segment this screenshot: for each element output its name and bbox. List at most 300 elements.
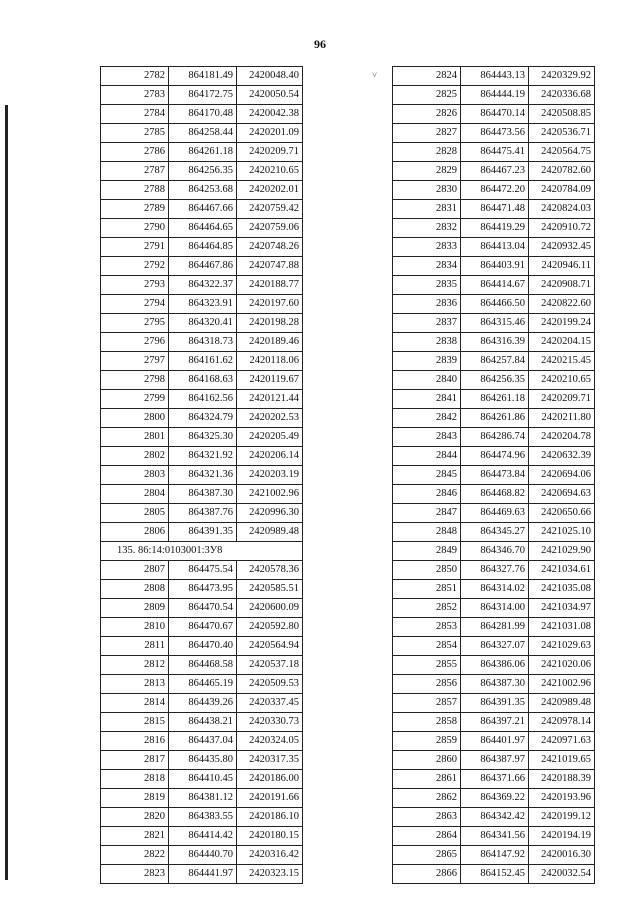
x-coordinate: 864258.44 (169, 124, 237, 143)
y-coordinate: 2421025.10 (529, 523, 595, 542)
table-row (101, 295, 303, 314)
y-coordinate: 2420189.46 (237, 333, 303, 352)
y-coordinate: 2420180.15 (237, 827, 303, 846)
table-row (393, 770, 595, 789)
y-coordinate: 2420536.71 (529, 124, 595, 143)
y-coordinate: 2420632.39 (529, 447, 595, 466)
table-row (101, 352, 303, 371)
x-coordinate: 864327.07 (461, 637, 529, 656)
x-coordinate: 864437.04 (169, 732, 237, 751)
point-number: 2790 (101, 219, 169, 238)
y-coordinate: 2420016.30 (529, 846, 595, 865)
y-coordinate: 2420650.66 (529, 504, 595, 523)
point-number: 2862 (393, 789, 461, 808)
x-coordinate: 864316.39 (461, 333, 529, 352)
y-coordinate: 2420509.53 (237, 675, 303, 694)
x-coordinate: 864470.14 (461, 105, 529, 124)
point-number: 2785 (101, 124, 169, 143)
y-coordinate: 2420188.77 (237, 276, 303, 295)
y-coordinate: 2420336.68 (529, 86, 595, 105)
table-row (393, 390, 595, 409)
table-row (393, 827, 595, 846)
point-number: 2795 (101, 314, 169, 333)
table-row (101, 637, 303, 656)
y-coordinate: 2421002.96 (237, 485, 303, 504)
parcel-header-row (101, 542, 303, 561)
point-number: 2814 (101, 694, 169, 713)
point-number: 2783 (101, 86, 169, 105)
table-row (393, 314, 595, 333)
point-number: 2831 (393, 200, 461, 219)
y-coordinate: 2420201.09 (237, 124, 303, 143)
y-coordinate: 2420782.60 (529, 162, 595, 181)
point-number: 2801 (101, 428, 169, 447)
point-number: 2828 (393, 143, 461, 162)
x-coordinate: 864386.06 (461, 656, 529, 675)
point-number: 2839 (393, 352, 461, 371)
x-coordinate: 864464.85 (169, 238, 237, 257)
table-row (101, 371, 303, 390)
point-number: 2858 (393, 713, 461, 732)
table-row (101, 390, 303, 409)
table-row (101, 865, 303, 884)
point-number: 2793 (101, 276, 169, 295)
x-coordinate: 864281.99 (461, 618, 529, 637)
point-number: 2864 (393, 827, 461, 846)
scan-mark: ˅ (372, 70, 378, 80)
y-coordinate: 2420202.53 (237, 409, 303, 428)
x-coordinate: 864414.67 (461, 276, 529, 295)
y-coordinate: 2420748.26 (237, 238, 303, 257)
point-number: 2812 (101, 656, 169, 675)
x-coordinate: 864256.35 (169, 162, 237, 181)
point-number: 2843 (393, 428, 461, 447)
y-coordinate: 2420204.78 (529, 428, 595, 447)
table-row (393, 732, 595, 751)
y-coordinate: 2420784.09 (529, 181, 595, 200)
point-number: 2821 (101, 827, 169, 846)
point-number: 2865 (393, 846, 461, 865)
point-number: 2854 (393, 637, 461, 656)
point-number: 2824 (393, 67, 461, 86)
x-coordinate: 864438.21 (169, 713, 237, 732)
table-row (393, 200, 595, 219)
x-coordinate: 864391.35 (169, 523, 237, 542)
y-coordinate: 2420932.45 (529, 238, 595, 257)
point-number: 2803 (101, 466, 169, 485)
y-coordinate: 2420824.03 (529, 200, 595, 219)
y-coordinate: 2421034.61 (529, 561, 595, 580)
point-number: 2849 (393, 542, 461, 561)
x-coordinate: 864419.29 (461, 219, 529, 238)
y-coordinate: 2420206.14 (237, 447, 303, 466)
point-number: 2856 (393, 675, 461, 694)
y-coordinate: 2420203.19 (237, 466, 303, 485)
y-coordinate: 2421019.65 (529, 751, 595, 770)
point-number: 2853 (393, 618, 461, 637)
point-number: 2840 (393, 371, 461, 390)
x-coordinate: 864410.45 (169, 770, 237, 789)
table-row (393, 143, 595, 162)
table-row (101, 162, 303, 181)
y-coordinate: 2420585.51 (237, 580, 303, 599)
x-coordinate: 864168.63 (169, 371, 237, 390)
point-number: 2827 (393, 124, 461, 143)
point-number: 2796 (101, 333, 169, 352)
x-coordinate: 864383.55 (169, 808, 237, 827)
x-coordinate: 864342.42 (461, 808, 529, 827)
y-coordinate: 2420592.80 (237, 618, 303, 637)
x-coordinate: 864444.19 (461, 86, 529, 105)
table-row (393, 846, 595, 865)
table-row (393, 105, 595, 124)
point-number: 2802 (101, 447, 169, 466)
x-coordinate: 864468.82 (461, 485, 529, 504)
x-coordinate: 864261.18 (461, 390, 529, 409)
x-coordinate: 864466.50 (461, 295, 529, 314)
x-coordinate: 864473.84 (461, 466, 529, 485)
x-coordinate: 864261.86 (461, 409, 529, 428)
x-coordinate: 864467.23 (461, 162, 529, 181)
y-coordinate: 2420694.06 (529, 466, 595, 485)
x-coordinate: 864257.84 (461, 352, 529, 371)
table-row (393, 219, 595, 238)
table-row (393, 333, 595, 352)
point-number: 2842 (393, 409, 461, 428)
point-number: 2857 (393, 694, 461, 713)
table-row (101, 219, 303, 238)
point-number: 2829 (393, 162, 461, 181)
point-number: 2817 (101, 751, 169, 770)
y-coordinate: 2420210.65 (237, 162, 303, 181)
x-coordinate: 864468.58 (169, 656, 237, 675)
y-coordinate: 2420188.39 (529, 770, 595, 789)
y-coordinate: 2420971.63 (529, 732, 595, 751)
point-number: 2811 (101, 637, 169, 656)
point-number: 2806 (101, 523, 169, 542)
table-row (393, 751, 595, 770)
table-row (101, 656, 303, 675)
x-coordinate: 864403.91 (461, 257, 529, 276)
y-coordinate: 2420600.09 (237, 599, 303, 618)
table-row (101, 732, 303, 751)
y-coordinate: 2420747.88 (237, 257, 303, 276)
table-row (393, 504, 595, 523)
table-row (101, 618, 303, 637)
x-coordinate: 864413.04 (461, 238, 529, 257)
point-number: 2815 (101, 713, 169, 732)
x-coordinate: 864314.02 (461, 580, 529, 599)
y-coordinate: 2420186.00 (237, 770, 303, 789)
y-coordinate: 2420989.48 (529, 694, 595, 713)
y-coordinate: 2420910.72 (529, 219, 595, 238)
y-coordinate: 2420946.11 (529, 257, 595, 276)
table-row (393, 542, 595, 561)
table-row (101, 86, 303, 105)
table-row (101, 846, 303, 865)
table-row (101, 713, 303, 732)
x-coordinate: 864346.70 (461, 542, 529, 561)
x-coordinate: 864439.26 (169, 694, 237, 713)
x-coordinate: 864401.97 (461, 732, 529, 751)
point-number: 2807 (101, 561, 169, 580)
table-row (101, 238, 303, 257)
x-coordinate: 864318.73 (169, 333, 237, 352)
y-coordinate: 2420329.92 (529, 67, 595, 86)
table-row (393, 561, 595, 580)
x-coordinate: 864397.21 (461, 713, 529, 732)
point-number: 2787 (101, 162, 169, 181)
point-number: 2830 (393, 181, 461, 200)
x-coordinate: 864261.18 (169, 143, 237, 162)
table-row (101, 827, 303, 846)
point-number: 2813 (101, 675, 169, 694)
x-coordinate: 864162.56 (169, 390, 237, 409)
point-number: 2784 (101, 105, 169, 124)
table-row (101, 789, 303, 808)
table-row (101, 333, 303, 352)
y-coordinate: 2420759.06 (237, 219, 303, 238)
margin-rule (5, 105, 8, 880)
table-row (393, 447, 595, 466)
point-number: 2861 (393, 770, 461, 789)
y-coordinate: 2420205.49 (237, 428, 303, 447)
y-coordinate: 2421029.90 (529, 542, 595, 561)
table-row (101, 466, 303, 485)
y-coordinate: 2420978.14 (529, 713, 595, 732)
table-row (101, 580, 303, 599)
y-coordinate: 2420759.42 (237, 200, 303, 219)
x-coordinate: 864440.70 (169, 846, 237, 865)
point-number: 2866 (393, 865, 461, 884)
y-coordinate: 2420323.15 (237, 865, 303, 884)
coordinates-table-left (100, 66, 303, 884)
x-coordinate: 864324.79 (169, 409, 237, 428)
x-coordinate: 864152.45 (461, 865, 529, 884)
y-coordinate: 2420996.30 (237, 504, 303, 523)
table-row (393, 181, 595, 200)
y-coordinate: 2420508.85 (529, 105, 595, 124)
point-number: 2819 (101, 789, 169, 808)
table-row (101, 257, 303, 276)
point-number: 2832 (393, 219, 461, 238)
y-coordinate: 2420199.24 (529, 314, 595, 333)
point-number: 2810 (101, 618, 169, 637)
y-coordinate: 2420042.38 (237, 105, 303, 124)
table-row (393, 599, 595, 618)
y-coordinate: 2420199.12 (529, 808, 595, 827)
y-coordinate: 2421031.08 (529, 618, 595, 637)
x-coordinate: 864470.40 (169, 637, 237, 656)
point-number: 2851 (393, 580, 461, 599)
point-number: 2809 (101, 599, 169, 618)
x-coordinate: 864414.42 (169, 827, 237, 846)
y-coordinate: 2421035.08 (529, 580, 595, 599)
x-coordinate: 864321.36 (169, 466, 237, 485)
point-number: 2833 (393, 238, 461, 257)
table-row (393, 580, 595, 599)
x-coordinate: 864345.27 (461, 523, 529, 542)
x-coordinate: 864472.20 (461, 181, 529, 200)
point-number: 2791 (101, 238, 169, 257)
x-coordinate: 864475.41 (461, 143, 529, 162)
y-coordinate: 2420118.06 (237, 352, 303, 371)
x-coordinate: 864327.76 (461, 561, 529, 580)
y-coordinate: 2420564.75 (529, 143, 595, 162)
point-number: 2845 (393, 466, 461, 485)
x-coordinate: 864441.97 (169, 865, 237, 884)
y-coordinate: 2420537.18 (237, 656, 303, 675)
table-row (393, 124, 595, 143)
x-coordinate: 864465.19 (169, 675, 237, 694)
table-row (393, 485, 595, 504)
table-row (101, 124, 303, 143)
x-coordinate: 864321.92 (169, 447, 237, 466)
table-row (101, 276, 303, 295)
x-coordinate: 864320.41 (169, 314, 237, 333)
y-coordinate: 2420330.73 (237, 713, 303, 732)
x-coordinate: 864387.97 (461, 751, 529, 770)
x-coordinate: 864473.56 (461, 124, 529, 143)
point-number: 2847 (393, 504, 461, 523)
y-coordinate: 2420211.80 (529, 409, 595, 428)
y-coordinate: 2420989.48 (237, 523, 303, 542)
point-number: 2816 (101, 732, 169, 751)
x-coordinate: 864391.35 (461, 694, 529, 713)
x-coordinate: 864341.56 (461, 827, 529, 846)
parcel-label: 135. 86:14:0103001:3У8 (101, 542, 303, 561)
y-coordinate: 2420337.45 (237, 694, 303, 713)
x-coordinate: 864256.35 (461, 371, 529, 390)
point-number: 2846 (393, 485, 461, 504)
x-coordinate: 864469.63 (461, 504, 529, 523)
y-coordinate: 2421034.97 (529, 599, 595, 618)
table-row (101, 504, 303, 523)
point-number: 2804 (101, 485, 169, 504)
x-coordinate: 864371.66 (461, 770, 529, 789)
point-number: 2863 (393, 808, 461, 827)
x-coordinate: 864181.49 (169, 67, 237, 86)
x-coordinate: 864474.96 (461, 447, 529, 466)
point-number: 2789 (101, 200, 169, 219)
y-coordinate: 2420317.35 (237, 751, 303, 770)
table-row (393, 656, 595, 675)
table-row (393, 789, 595, 808)
point-number: 2788 (101, 181, 169, 200)
table-row (393, 808, 595, 827)
table-row (393, 238, 595, 257)
point-number: 2825 (393, 86, 461, 105)
point-number: 2792 (101, 257, 169, 276)
x-coordinate: 864464.65 (169, 219, 237, 238)
y-coordinate: 2420822.60 (529, 295, 595, 314)
table-row (393, 618, 595, 637)
table-row (101, 200, 303, 219)
table-row (101, 447, 303, 466)
y-coordinate: 2420202.01 (237, 181, 303, 200)
x-coordinate: 864323.91 (169, 295, 237, 314)
point-number: 2823 (101, 865, 169, 884)
table-row (101, 523, 303, 542)
table-row (393, 466, 595, 485)
table-row (393, 86, 595, 105)
y-coordinate: 2420215.45 (529, 352, 595, 371)
table-row (393, 371, 595, 390)
y-coordinate: 2420908.71 (529, 276, 595, 295)
page-number: 96 (314, 37, 326, 51)
table-row (393, 523, 595, 542)
x-coordinate: 864470.67 (169, 618, 237, 637)
point-number: 2860 (393, 751, 461, 770)
point-number: 2820 (101, 808, 169, 827)
table-row (393, 257, 595, 276)
table-row (101, 808, 303, 827)
y-coordinate: 2420316.42 (237, 846, 303, 865)
x-coordinate: 864325.30 (169, 428, 237, 447)
table-row (101, 485, 303, 504)
point-number: 2838 (393, 333, 461, 352)
table-row (393, 352, 595, 371)
point-number: 2835 (393, 276, 461, 295)
point-number: 2859 (393, 732, 461, 751)
x-coordinate: 864161.62 (169, 352, 237, 371)
table-row (101, 105, 303, 124)
table-row (101, 751, 303, 770)
y-coordinate: 2420186.10 (237, 808, 303, 827)
x-coordinate: 864443.13 (461, 67, 529, 86)
table-row (393, 162, 595, 181)
y-coordinate: 2420210.65 (529, 371, 595, 390)
coordinates-table-right (392, 66, 595, 884)
table-row (101, 561, 303, 580)
point-number: 2786 (101, 143, 169, 162)
point-number: 2799 (101, 390, 169, 409)
y-coordinate: 2420193.96 (529, 789, 595, 808)
table-body-right (393, 67, 595, 884)
x-coordinate: 864471.48 (461, 200, 529, 219)
x-coordinate: 864473.95 (169, 580, 237, 599)
point-number: 2855 (393, 656, 461, 675)
point-number: 2852 (393, 599, 461, 618)
point-number: 2818 (101, 770, 169, 789)
y-coordinate: 2420209.71 (529, 390, 595, 409)
y-coordinate: 2420578.36 (237, 561, 303, 580)
x-coordinate: 864315.46 (461, 314, 529, 333)
point-number: 2836 (393, 295, 461, 314)
y-coordinate: 2420050.54 (237, 86, 303, 105)
point-number: 2805 (101, 504, 169, 523)
y-coordinate: 2420032.54 (529, 865, 595, 884)
x-coordinate: 864475.54 (169, 561, 237, 580)
point-number: 2826 (393, 105, 461, 124)
point-number: 2848 (393, 523, 461, 542)
table-row (393, 276, 595, 295)
x-coordinate: 864322.37 (169, 276, 237, 295)
x-coordinate: 864387.30 (461, 675, 529, 694)
table-row (393, 713, 595, 732)
table-row (101, 67, 303, 86)
table-row (101, 675, 303, 694)
x-coordinate: 864381.12 (169, 789, 237, 808)
table-row (393, 675, 595, 694)
table-row (393, 67, 595, 86)
table-row (101, 181, 303, 200)
x-coordinate: 864369.22 (461, 789, 529, 808)
x-coordinate: 864172.75 (169, 86, 237, 105)
y-coordinate: 2420204.15 (529, 333, 595, 352)
x-coordinate: 864467.86 (169, 257, 237, 276)
point-number: 2844 (393, 447, 461, 466)
